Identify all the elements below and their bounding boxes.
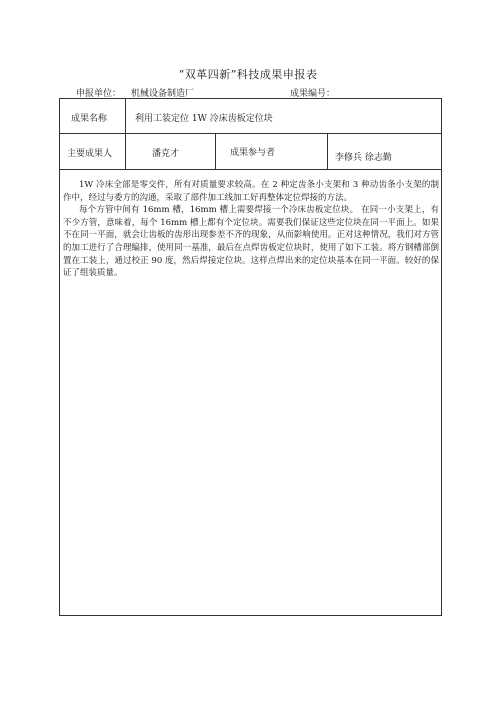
participants-value-cell [328,134,441,169]
main-person-value-cell [126,134,216,169]
description-paragraph: 每个方管中间有 16mm 槽，16mm 槽上需要焊接一个冷床齿板定位块。 在同一小支架上，有不少方管，意味着，每个 16mm 槽上都有个定位块。需要我们保证这些定位块在同一平面上。如果不在同一平面，就会让齿板的齿形出现参差不齐的现象，从而影响使用。正对这种情况，我们对方管的加工进行了合理编排，使用同一基准，最后在点焊齿板定位块时，使用了如下工装。将方钢槽部倒置在工装上，通过校正 90 度，然后焊接定位块。这样点焊出来的定位块基本在同一平面。较好的保证了组装质量。 [63,205,439,279]
application-form [59,98,442,616]
main-person-value: 潘克才 [152,149,180,159]
name-value-cell [126,99,441,133]
main-person-label: 主要成果人 [67,149,113,159]
report-unit-label: 申报单位： [76,89,122,99]
result-description [60,179,441,280]
main-person-label-cell [60,134,126,169]
result-number-label: 成果编号： [290,89,336,99]
participants-value: 李修兵 徐志勤 [335,153,392,163]
form-row-people [60,134,441,170]
name-label: 成果名称 [71,114,108,124]
name-label-cell [60,99,126,133]
participants-label: 成果参与者 [230,148,276,158]
report-unit-value: 机械设备制造厂 [131,89,195,99]
participants-label-cell [216,134,328,169]
name-value: 利用工装定位 1W 冷床齿板定位块 [135,114,273,124]
description-paragraph: 1W 冷床全部是零交件，所有对质量要求较高。在 2 种定齿条小支架和 3 种动齿条小支架的制作中，经过与委方的沟通，采取了部件加工线加工好再整体定位焊接的方法。 [63,180,439,203]
page-title: “双革四新”科技成果申报表 [178,68,318,81]
form-row-name [60,99,441,134]
